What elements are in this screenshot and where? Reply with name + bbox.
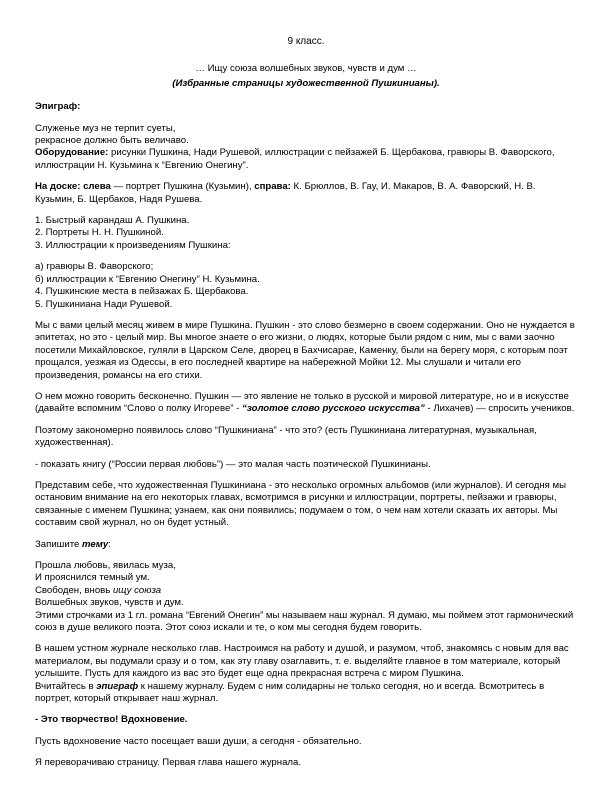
paragraph-1: Мы с вами целый месяц живем в мире Пушкина. Пушкин - это слово безмерно в своем содержании. Оно не нуждается в эпитетах, но это - целый мир. Вы многое знаете о его жизни, о людях, которые были рядом с ним, мы с вами заочно посетили Михайловское, гуляли в Царском Селе, дворец в Бахчисарае, Каменку, были на берегу моря, с которым поэт прощался, уезжая из Одессы, в его последней квартире на набережной Мойки 12. Мы слушали и читали его произведения, романсы на его стихи. — [35, 319, 575, 381]
theme-instruction-text: Запишите — [35, 538, 83, 550]
list-2 — [35, 261, 577, 311]
paragraph-2 — [35, 391, 577, 416]
paragraph-2-text-c: - Лихачев) — спросить учеников. — [424, 403, 575, 415]
paragraph-11: Я переворачиваю страницу. Первая глава нашего журнала. — [35, 757, 302, 769]
grade-heading: 9 класс. — [287, 36, 325, 47]
poem-emphasis: ищу союза — [112, 584, 162, 596]
paragraph-7: В нашем устном журнале несколько глав. Настроимся на работу и душой, и разумом, чтоб, знакомясь с новым для вас материалом, вы подумали сразу и о том, как эту главу озаглавить, т. е. выделяйте главное в том материале, который услышите. Пусть для каждого из вас это будет еще одна прекрасная встреча с миром Пушкина. — [35, 643, 569, 680]
theme-instruction — [35, 539, 577, 551]
poem-commentary: Этими строчками из 1 гл. романа “Евгений Онегин” мы называем наш журнал. Я думаю, мы поймем этот гармонический союз в душе великого поэта. Этот союз искали и те, о ком мы сегодня будем говорить. — [35, 609, 574, 634]
equipment-paragraph — [35, 147, 577, 172]
epigraph-line-1: Служенье муз не терпит суеты, — [35, 122, 176, 134]
epigraph-heading: Эпиграф: — [35, 101, 81, 113]
board-right-text: К. Брюллов, В. Гау, И. Макаров, В. А. Фаворский, Н. В. Кузьмин, Б. Щербаков, Надя Рушева. — [35, 181, 536, 205]
list-item: б) иллюстрации к “Евгению Онегину” Н. Кузьмина. — [35, 273, 260, 285]
lesson-subtitle: (Избранные страницы художественной Пушкинианы). — [172, 77, 440, 89]
creativity-heading: - Это творчество! Вдохновение. — [35, 714, 188, 726]
equipment-text: рисунки Пушкина, Нади Рушевой, иллюстрации с пейзажей Б. Щербакова, гравюры В. Фаворского, иллюстрации Н. Кузьмина к “Евгению Онегину”. — [35, 147, 555, 171]
quote-golden-word: “золотое слово русского искусства” — [242, 403, 425, 415]
board-paragraph — [35, 181, 577, 206]
paragraph-4: - показать книгу (“России первая любовь”) — это малая часть поэтической Пушкинианы. — [35, 458, 431, 470]
board-left-label: На доске: слева — [35, 181, 111, 193]
document-page — [35, 36, 577, 770]
list-item: 2. Портреты Н. Н. Пушкиной. — [35, 227, 164, 239]
epigraph-line-2: рекрасное должно быть величаво. — [35, 135, 189, 147]
list-item: 4. Пушкинские места в пейзажах Б. Щербакова. — [35, 286, 249, 298]
paragraph-10: Пусть вдохновение часто посещает ваши души, а сегодня - обязательно. — [35, 735, 362, 747]
poem-line: Прошла любовь, явилась муза, — [35, 560, 176, 571]
paragraph-8-text-c: к нашему журналу. Будем с ним солидарны не только сегодня, но и всегда. Всмотритесь в портрет, который открывает наш журнал. — [35, 680, 545, 705]
paragraph-2-text-a: О нем можно говорить бесконечно. Пушкин — это явление не только в русской и мировой литературе, но и в искусстве (давайте вспомним “Слово о полку Игореве” - — [35, 390, 569, 415]
list-item: 3. Иллюстрации к произведениям Пушкина: — [35, 239, 231, 251]
list-item: а) гравюры В. Фаворского; — [35, 261, 154, 273]
poem-line — [35, 585, 577, 597]
lesson-title: … Ищу союза волшебных звуков, чувств и дум … — [195, 63, 417, 75]
poem-line: И прояснился темный ум. — [35, 572, 150, 584]
list-item: 5. Пушкиниана Нади Рушевой. — [35, 298, 173, 310]
paragraph-5: Представим себе, что художественная Пушкиниана - это несколько огромных альбомов (или журналов). И сегодня мы остановим внимание на его некоторых главах, всмотримся в рисунки и иллюстрации, портреты, пейзажи и гравюры, связанные с именем Пушкина; узнаем, как они появились; подумаем о том, о чем нам хотели сказать их авторы. Мы составим свой журнал, но он будет устный. — [35, 479, 567, 529]
equipment-label: Оборудование: — [35, 147, 109, 159]
theme-colon: : — [108, 538, 111, 550]
board-left-text: — портрет Пушкина (Кузьмин), — [110, 181, 255, 193]
poem-block — [35, 560, 577, 634]
theme-word: тему — [82, 538, 109, 550]
paragraph-8 — [35, 681, 577, 706]
paragraph-3: Поэтому закономерно появилось слово “Пушкиниана” - что это? (есть Пушкиниана литературная, музыкальная, художественная). — [35, 424, 537, 449]
poem-line: Волшебных звуков, чувств и дум. — [35, 597, 184, 609]
board-right-label: справа: — [254, 181, 291, 193]
poem-line-3-text: Свободен, вновь — [35, 584, 113, 596]
list-1 — [35, 215, 577, 252]
epigraph-word: эпиграф — [96, 680, 139, 692]
paragraph-8-text-a: Вчитайтесь в — [35, 680, 97, 692]
list-item: 1. Быстрый карандаш А. Пушкина. — [35, 215, 190, 227]
